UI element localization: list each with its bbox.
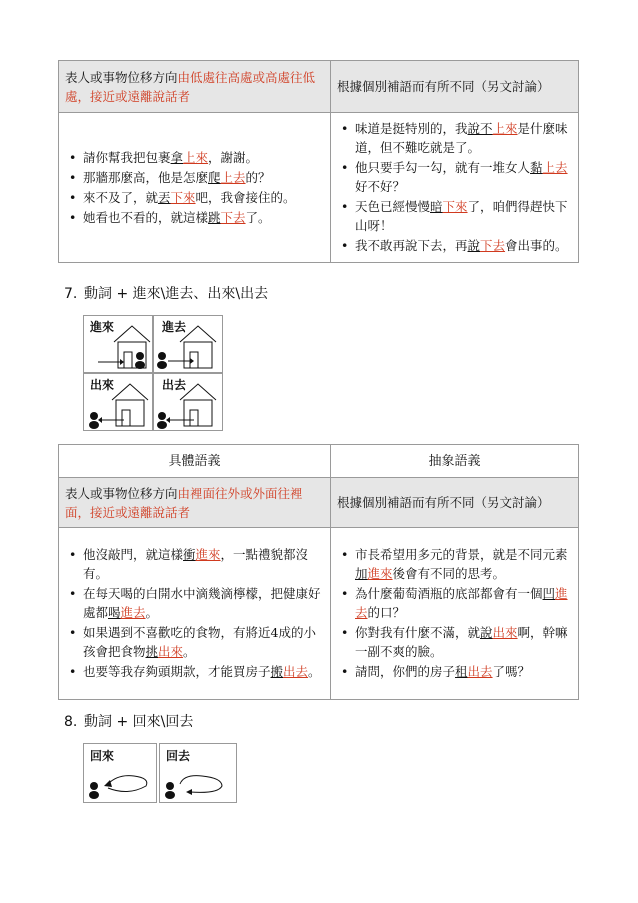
directional-complement: 進來 xyxy=(195,547,221,562)
sentence-text: 來不及了，就 xyxy=(83,189,159,205)
figure-cell-go-back xyxy=(159,743,237,803)
verb: 暗 xyxy=(430,199,443,214)
section-title: 動詞 + 進來\進去、出來\出去 xyxy=(84,286,269,302)
sentence-text: 味道是挺特別的，我 xyxy=(355,121,468,136)
sentence-text: 的？ xyxy=(245,169,271,185)
verb: 挑 xyxy=(145,644,159,659)
table1-head-right: 根據個別補語而有所不同（另文討論） xyxy=(331,61,579,113)
directional-complement: 出去 xyxy=(283,664,309,679)
table2-concrete-examples xyxy=(59,528,331,700)
directional-complement: 出來 xyxy=(158,644,184,659)
table1-concrete-examples xyxy=(59,113,331,263)
table2-abstract-examples xyxy=(331,528,579,700)
sentence-text: 。 xyxy=(308,664,321,679)
verb: 拿 xyxy=(170,149,184,165)
figure-in-out-diagram xyxy=(83,315,223,429)
figure-cell-go-out xyxy=(153,373,223,431)
sentence-text: 會出事的。 xyxy=(505,238,568,253)
sentence-text: 吧，我會接住的。 xyxy=(195,189,296,205)
directional-complement: 下來 xyxy=(442,199,468,214)
verb: 加 xyxy=(355,566,368,581)
table2-head-right: 根據個別補語而有所不同（另文討論） xyxy=(331,478,579,528)
sentence-text: 市長希望用多元的背景，就是不同元素 xyxy=(355,547,568,562)
example-sentence xyxy=(83,188,324,207)
verb: 說不 xyxy=(467,121,493,136)
directional-complement: 進去 xyxy=(355,586,568,620)
example-sentence xyxy=(355,623,572,661)
example-sentence xyxy=(83,208,324,227)
figure-label: 出去 xyxy=(162,378,187,392)
sentence-text: 後會有不同的思考。 xyxy=(392,566,506,581)
sentence-text: 。 xyxy=(145,605,159,620)
sentence-text: 他沒敲門，就這樣 xyxy=(83,547,184,562)
figure-cell-go-in xyxy=(153,315,223,373)
column-header-abstract: 抽象語義 xyxy=(331,445,579,478)
sentence-text: 的口？ xyxy=(367,605,406,620)
sentence-text: 在每天喝的白開水中滴幾滴檸檬，把健康好處都 xyxy=(83,586,321,620)
figure-return-diagram xyxy=(83,743,237,803)
verb: 租 xyxy=(455,664,468,679)
section-number: 7. xyxy=(64,286,78,302)
sentence-text: 我不敢再說下去，再 xyxy=(355,238,468,253)
column-header-concrete: 具體語義 xyxy=(59,445,331,478)
sentence-text: 好不好？ xyxy=(355,179,406,194)
directional-complement: 進去 xyxy=(120,605,146,620)
sentence-text: 請問，你們的房子 xyxy=(355,664,456,679)
verb: 凹 xyxy=(542,586,556,601)
figure-cell-come-out xyxy=(83,373,153,431)
sentence-text: 了。 xyxy=(245,209,271,225)
sentence-text: 是什麼味道，但不難吃就是了。 xyxy=(355,121,568,155)
directional-complement: 上來 xyxy=(183,149,209,165)
directional-complement: 下去 xyxy=(220,209,246,225)
directional-complement: 下去 xyxy=(480,238,506,253)
section-8-heading xyxy=(64,711,193,731)
verb: 說 xyxy=(467,238,481,253)
directional-complement: 出來 xyxy=(492,625,518,640)
sentence-text: 了嗎？ xyxy=(492,664,531,679)
figure-label: 回去 xyxy=(166,749,191,763)
figure-label: 回來 xyxy=(90,749,115,763)
sentence-text: 了，咱們得趕快下山呀！ xyxy=(355,199,568,233)
sentence-text: ，謝謝。 xyxy=(208,149,259,165)
example-sentence xyxy=(355,662,572,681)
sentence-text: 他只要手勾一勾，就有一堆女人 xyxy=(355,160,531,175)
directional-complement: 出去 xyxy=(467,664,493,679)
section-7-heading xyxy=(64,283,268,303)
sentence-text: 你對我有什麼不滿，就 xyxy=(355,625,481,640)
figure-label: 進來 xyxy=(90,320,115,334)
example-sentence xyxy=(83,545,324,583)
sentence-text: 。 xyxy=(183,644,196,659)
sentence-text: 如果遇到不喜歡吃的食物，有將近4成的小孩會把食物 xyxy=(83,625,316,659)
sentence-text: ，一點禮貌都沒有。 xyxy=(83,547,309,581)
table2-head-left: 表人或事物位移方向由裡面往外或外面往裡面，接近或遠離說話者 xyxy=(59,478,331,528)
example-sentence xyxy=(355,236,572,255)
verb: 喝 xyxy=(108,605,121,620)
example-sentence xyxy=(355,545,572,583)
directional-complement: 上去 xyxy=(220,169,246,185)
directional-complement: 下來 xyxy=(170,189,196,205)
table-directional-up-down xyxy=(58,60,579,263)
section-number: 8. xyxy=(64,714,78,730)
example-sentence xyxy=(83,662,324,681)
sentence-text: 啊，幹嘛一副不爽的臉。 xyxy=(355,625,568,659)
example-sentence xyxy=(83,584,324,622)
verb: 跳 xyxy=(208,209,221,225)
section-title: 動詞 + 回來\回去 xyxy=(84,714,194,730)
example-sentence xyxy=(355,584,572,622)
example-sentence xyxy=(83,148,324,167)
directional-complement: 進來 xyxy=(367,566,393,581)
verb: 黏 xyxy=(530,160,543,175)
figure-label: 進去 xyxy=(162,320,187,334)
verb: 搬 xyxy=(270,664,284,679)
sentence-text: 為什麼葡萄酒瓶的底部都會有一個 xyxy=(355,586,543,601)
example-sentence xyxy=(355,158,572,196)
sentence-text: 請你幫我把包裹 xyxy=(83,149,171,165)
table-directional-in-out xyxy=(58,444,579,700)
verb: 丟 xyxy=(158,189,171,205)
directional-complement: 上去 xyxy=(542,160,568,175)
example-sentence xyxy=(83,168,324,187)
example-sentence xyxy=(355,119,572,157)
figure-cell-come-in xyxy=(83,315,153,373)
verb: 衝 xyxy=(183,547,196,562)
sentence-text: 她看也不看的，就這樣 xyxy=(83,209,209,225)
sentence-text: 天色已經慢慢 xyxy=(355,199,431,214)
verb: 爬 xyxy=(208,169,221,185)
example-sentence xyxy=(83,623,324,661)
sentence-text: 也要等我存夠頭期款，才能買房子 xyxy=(83,664,271,679)
verb: 說 xyxy=(480,625,493,640)
example-sentence xyxy=(355,197,572,235)
table1-abstract-examples xyxy=(331,113,579,263)
table1-head-left: 表人或事物位移方向由低處往高處或高處往低處，接近或遠離說話者 xyxy=(59,61,331,113)
figure-cell-come-back xyxy=(83,743,157,803)
sentence-text: 那牆那麼高，他是怎麼 xyxy=(83,169,209,185)
directional-complement: 上來 xyxy=(492,121,518,136)
figure-label: 出來 xyxy=(90,378,115,392)
